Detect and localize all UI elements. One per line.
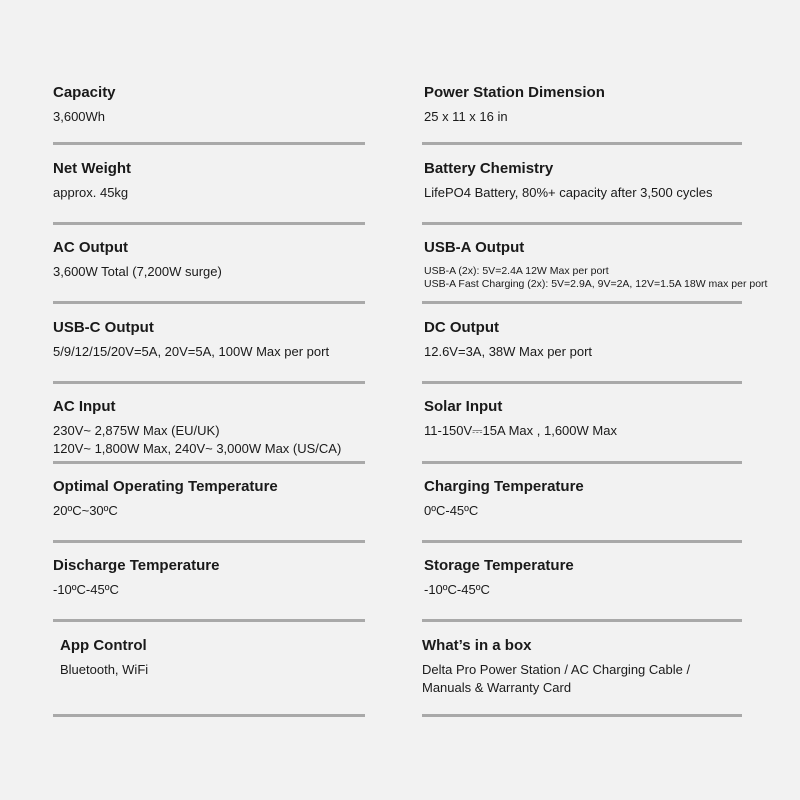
divider [422,540,742,543]
spec-value-line: 3,600W Total (7,200W surge) [53,264,222,279]
spec-value-line: approx. 45kg [53,185,129,200]
spec-value [53,108,116,126]
spec-title: Power Station Dimension [424,84,605,101]
spec-value-line: 20ºC~30ºC [53,503,118,518]
spec-value [53,502,278,520]
spec-title: Solar Input [424,398,503,415]
spec-value-line: -10ºC-45ºC [424,582,490,597]
spec-title: Capacity [53,84,116,101]
spec-value [424,108,605,126]
spec-title: Discharge Temperature [53,557,220,574]
divider [422,461,742,464]
spec-title: Charging Temperature [424,478,584,495]
spec-value [424,581,574,599]
spec-value-line: Delta Pro Power Station / AC Charging Cable / [422,662,691,677]
spec-title: App Control [60,637,147,654]
spec-ac-input [53,398,341,458]
spec-net-weight [53,160,131,202]
spec-value-line: 11-150V⎓15A Max , 1,600W Max [424,423,617,438]
spec-value [53,343,329,361]
spec-title: AC Input [53,398,116,415]
divider [53,222,365,225]
spec-value-line: USB-A Fast Charging (2x): 5V=2.9A, 9V=2A, 12V=1.5A 18W max per port [424,278,768,290]
divider [422,142,742,145]
spec-ac-output [53,239,222,281]
divider [53,142,365,145]
divider [422,301,742,304]
spec-title: Net Weight [53,160,132,177]
divider [53,540,365,543]
spec-value-line: 25 x 11 x 16 in [424,109,508,124]
spec-value-line: LifePO4 Battery, 80%+ capacity after 3,500 cycles [424,185,713,200]
spec-value-line: -10ºC-45ºC [53,582,119,597]
spec-title: USB-A Output [424,239,525,256]
divider [53,619,365,622]
spec-value [60,661,148,679]
spec-whats-in-a-box [422,637,690,697]
spec-value [424,343,592,361]
spec-usb-c-output [53,319,329,361]
spec-charging-temperature [424,478,584,520]
divider [422,222,742,225]
spec-storage-temperature [424,557,574,599]
spec-value-line: Manuals & Warranty Card [422,680,572,695]
spec-title: USB-C Output [53,319,154,336]
spec-value-line: USB-A (2x): 5V=2.4A 12W Max per port [424,265,609,277]
spec-value [53,263,222,281]
spec-title: What’s in a box [422,637,532,654]
spec-power-station-dimension [424,84,605,126]
divider [53,461,365,464]
spec-title: Battery Chemistry [424,160,554,177]
spec-value [53,581,219,599]
spec-capacity [53,84,116,126]
spec-value [53,422,341,458]
spec-title: Optimal Operating Temperature [53,478,278,495]
spec-discharge-temperature [53,557,219,599]
spec-app-control [60,637,148,679]
spec-value-line: 230V~ 2,875W Max (EU/UK) [53,423,220,438]
spec-usb-a-output [424,239,767,291]
spec-value-line: Bluetooth, WiFi [60,662,149,677]
spec-value [424,265,767,291]
spec-value-line: 120V~ 1,800W Max, 240V~ 3,000W Max (US/CA) [53,441,342,456]
spec-value-line: 3,600Wh [53,109,106,124]
divider [53,714,365,717]
spec-value [422,661,690,697]
divider [422,619,742,622]
spec-value [424,184,712,202]
spec-value-line: 12.6V=3A, 38W Max per port [424,344,593,359]
divider [53,301,365,304]
divider [422,714,742,717]
spec-optimal-operating-temperature [53,478,278,520]
spec-title: Storage Temperature [424,557,574,574]
spec-title: AC Output [53,239,128,256]
spec-battery-chemistry [424,160,712,202]
spec-value-line: 5/9/12/15/20V=5A, 20V=5A, 100W Max per port [53,344,330,359]
divider [422,381,742,384]
spec-value [53,184,131,202]
spec-value-line: 0ºC-45ºC [424,503,479,518]
divider [53,381,365,384]
spec-solar-input [424,398,617,440]
spec-value [424,502,584,520]
spec-value [424,422,617,440]
spec-title: DC Output [424,319,499,336]
spec-dc-output [424,319,592,361]
